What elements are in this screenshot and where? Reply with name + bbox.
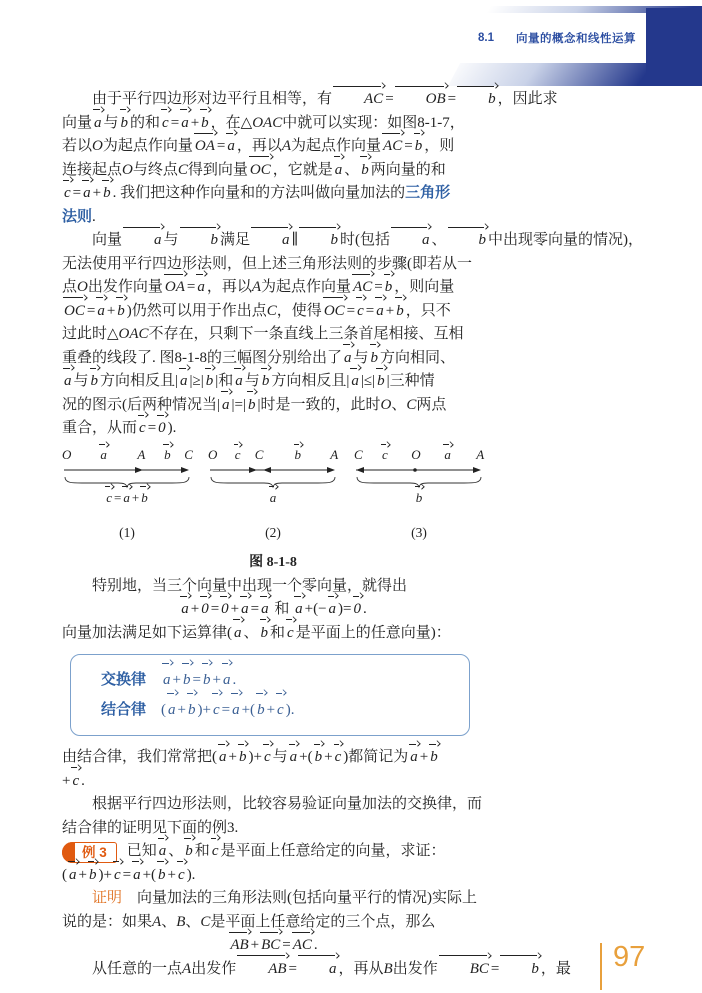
text-line: 说的是：如果A、B、C是平面上任意给定的三个点，那么	[62, 913, 436, 930]
header-navy-block	[646, 8, 702, 86]
diagram-3-brace-label: b	[415, 489, 423, 505]
example-3	[62, 840, 571, 981]
diagram-2-arrows	[208, 465, 338, 475]
text-line: 点O出发作向量 OA = a ，再以A为起点作向量 AC = b ，则向量	[62, 276, 484, 300]
section-title: 向量的概念和线性运算	[516, 33, 636, 45]
text-line: 若以O为起点作向量 OA = a ，再以A为起点作向量 AC = b ，则	[62, 135, 484, 159]
text-line: 由结合律，我们常常把( a + b )+ c 与 a +( b + c )都简记为 a + b	[62, 746, 484, 770]
diagram-3-arrows	[354, 465, 484, 475]
text-line: c = a + b . 我们把这种作向量和的方法叫做向量加法的三角形	[62, 182, 484, 206]
text-line: 重合，从而 c = 0 ).	[62, 417, 484, 441]
diagram-3-labels: C c O a A	[354, 446, 485, 462]
text-line: AB + BC = AC .	[62, 934, 484, 958]
text-line: 证明 向量加法的三角形法则(包括向量平行的情况)实际上	[92, 890, 478, 906]
example-3-body	[62, 864, 571, 982]
paragraph-3	[62, 575, 484, 646]
paragraph-2	[62, 229, 643, 441]
section-header	[452, 13, 646, 63]
text-line: 向量加法满足如下运算律( a 、 b 和 c 是平面上的任意向量)：	[62, 622, 484, 646]
diagram-1-arrows	[62, 465, 192, 475]
figure-diagram-3	[354, 447, 484, 541]
text-line: a 与 b 方向相反且| a |≥| b |和 a 与 b 方向相反且| a |≤| b |三种情	[62, 370, 484, 394]
text-line: + c .	[62, 770, 484, 794]
text-line: 结合律的证明见下面的例3.	[62, 819, 239, 836]
associative-law-line: 结合律 ( a + b )+ c = a +( b + c ).	[101, 695, 459, 725]
diagram-1-labels: O a A b C	[62, 446, 193, 462]
text-line: 由于平行四边形对边平行且相等，有 AC = OB = b ，因此求	[62, 88, 484, 112]
diagram-2-labels: O c C b A	[208, 446, 339, 462]
example-3-intro-line: 例 3 已知 a 、 b 和 c 是平面上任意给定的向量，求证：	[62, 840, 484, 864]
text-line: 特别地，当三个向量中出现一个零向量，就得出	[92, 577, 408, 594]
figure-diagram-1	[62, 447, 192, 541]
text-line: 况的图示(后两种情况当| a |=| b |时是一致的，此时O、C两点	[62, 394, 484, 418]
page-number: 97	[613, 941, 646, 973]
text-line: a + 0 = 0 + a = a 和 a +(− a )= 0 .	[62, 598, 484, 622]
diagram-2-brace-label: a	[269, 489, 277, 505]
text-line: 过此时△OAC不存在，只剩下一条直线上三条首尾相接、互相	[62, 326, 464, 342]
figure-caption: 图 8-1-8	[249, 554, 297, 570]
diagram-3-number: (3)	[411, 524, 427, 540]
text-line: 根据平行四边形法则，比较容易验证向量加法的交换律，而	[92, 796, 483, 812]
text-line: ( a + b )+ c = a +( b + c ).	[62, 864, 484, 888]
diagram-1-number: (1)	[119, 524, 135, 540]
text-line: 法则.	[62, 208, 96, 225]
text-line: 向量 a 与 b 满足 a ∥ b 时(包括 a 、 b 中出现零向量的情况)，	[62, 229, 484, 253]
paragraph-4	[62, 746, 484, 840]
figure-8-1-8	[62, 447, 484, 541]
diagram-2-number: (2)	[265, 524, 281, 540]
section-number: 8.1	[478, 32, 494, 44]
text-line: 连接起点O与终点C得到向量 OC ，它就是 a 、 b 两向量的和	[62, 159, 484, 183]
text-line: 从任意的一点A出发作 AB = a ，再从B出发作 BC = b ，最	[62, 958, 484, 982]
commutative-law-line: 交换律 a + b = b + a .	[101, 665, 459, 695]
example-3-badge: 例 3	[62, 842, 117, 863]
text-line: 重叠的线段了. 图8-1-8的三幅图分别给出了 a 与 b 方向相同、	[62, 347, 484, 371]
vector-laws-box	[70, 654, 470, 736]
figure-diagram-2	[208, 447, 338, 541]
text-line: 无法使用平行四边形法则，但上述三角形法则的步骤(即若从一	[62, 255, 472, 272]
diagram-1-brace-label: c = a + b	[106, 489, 148, 505]
text-line: 向量 a 与 b 的和 c = a + b ，在△OAC中就可以实现：如图8-1-7，	[62, 112, 484, 136]
paragraph-1	[62, 88, 558, 229]
footer-accent-bar	[600, 943, 602, 990]
text-line: OC = a + b )仍然可以用于作出点C，使得 OC = c = a + b ，只不	[62, 300, 484, 324]
